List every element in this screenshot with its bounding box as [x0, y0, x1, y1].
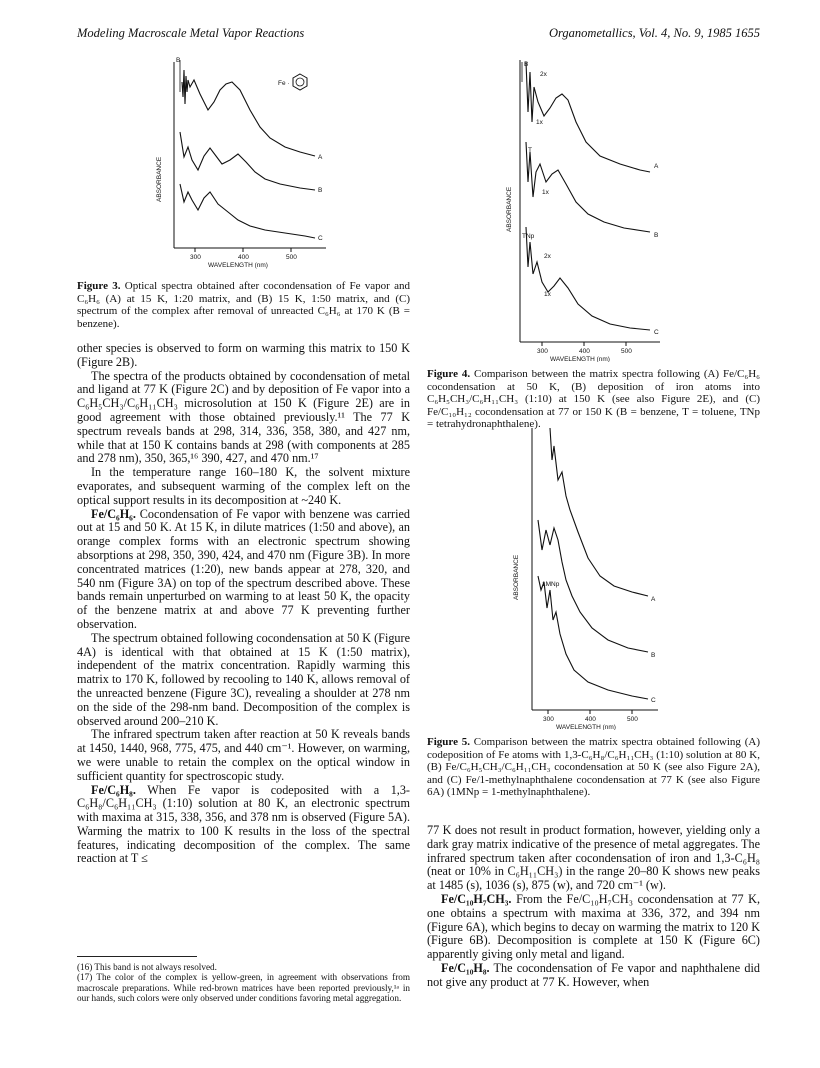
benzene-ring-icon: [293, 74, 307, 90]
figure-3-caption: [77, 280, 410, 330]
figure-5-caption: [427, 736, 760, 799]
paragraph: 77 K does not result in product formation, however, yielding only a dark gray matrix indicative of the presence of metal aggregates. The infrared spectrum taken after cocondensation of iron and 1,3-C₆H₈ (neat or 10% in C₆H₁₁CH₃) in the range 20–80 K shows new peaks at 1485 (s), 1036 (s), 875 (w), and 720 cm⁻¹ (w).: [427, 823, 760, 893]
figure-5-curve-label-c: C: [651, 697, 656, 704]
figure-3-caption-text: Optical spectra obtained after cocondensation of Fe vapor and C₆H₆ (A) at 15 K, 1:20 matrix, and (B) 15 K, 1:50 matrix, and (C) spectrum of the complex after removal of unreacted C₆H₆ at 170 K (B = benzene).: [77, 280, 410, 330]
figure-3-inset-label: Fe ·: [278, 80, 290, 87]
footnote: (16) This band is not always resolved.: [77, 962, 217, 972]
figure-5: [508, 420, 680, 730]
figure-5-curve-label-a: A: [651, 596, 656, 603]
figure-3-curve-label-c: C: [318, 235, 323, 242]
figure-4-curve-c: [526, 227, 650, 330]
figure-5-tick-label: 400: [585, 716, 596, 723]
figure-5-x-label: WAVELENGTH (nm): [556, 724, 616, 730]
figure-3-curve-label-a: A: [318, 154, 323, 161]
figure-4-marker-label: TNp: [522, 233, 535, 240]
paragraph-text: From the Fe/C₁₀H₇CH₃ cocondensation at 77 K, one obtains a spectrum with maxima at 336, 372, and 394 nm (Figure 6A), which begins to decay on warming the matrix to 120 K (Figure 6B). Decomposition is complete at 150 K (Figure 6C) apparently giving only metal and ligand.: [427, 891, 760, 962]
figure-4-marker-label: T: [528, 147, 532, 154]
figure-3-caption-label: Figure 3.: [77, 280, 121, 292]
paragraph: [427, 893, 760, 962]
figure-4-marker-label: 2x: [544, 253, 551, 260]
figure-4-marker-label: 2x: [540, 71, 547, 78]
figure-3-curve-b: [180, 132, 315, 190]
footnote-rule: [77, 956, 197, 957]
figure-4-tick-label: 400: [579, 348, 590, 355]
figure-3: [150, 52, 340, 274]
figure-4-tick-label: 500: [621, 348, 632, 355]
figure-3-x-label: WAVELENGTH (nm): [208, 262, 268, 269]
figure-4: [500, 52, 680, 362]
figure-3-top-label: B: [176, 57, 181, 64]
paragraph-text: Cocondensation of Fe vapor with benzene was carried out at 15 and 50 K. At 15 K, in dilute matrices (1:50 and above), an orange complex forms with an electronic spectrum showing absorptions at 298, 350, 390, 424, and 470 nm (Figure 3B). In more concentrated matrices (1:20), new bands appear at 278, 320, and 540 nm (Figure 3A) on top of the spectrum described above. These bands remain unperturbed on warming to at least 50 K, the opacity of the benzene matrix at and above 77 K preventing further observation.: [77, 506, 410, 631]
figure-5-tick-label: 500: [627, 716, 638, 723]
figure-4-marker-label: 1x: [544, 291, 551, 298]
figure-4-curve-label-b: B: [654, 232, 659, 239]
figure-5-curve-a: [550, 428, 648, 596]
paragraph: The infrared spectrum taken after reaction at 50 K reveals bands at 1450, 1440, 968, 775, 475, and 440 cm⁻¹. However, on warming, we were unable to retain the complex on the optical window in sufficient quantity for spectroscopic study.: [77, 727, 410, 783]
run-in-heading: Fe/C₆H₆.: [91, 506, 136, 521]
figure-3-curve-label-b: B: [318, 187, 323, 194]
figure-3-plot: [150, 52, 340, 274]
figure-3-tick-label: 300: [190, 254, 201, 261]
figure-4-x-label: WAVELENGTH (nm): [550, 356, 610, 362]
figure-5-caption-text: Comparison between the matrix spectra obtained following (A) codeposition of Fe atoms with 1,3-C₆H₈/C₆H₁₁CH₃ (1:10) solution at 80 K, (B) Fe/C₆H₅CH₃/C₆H₁₁CH₃ cocondensation at 50 K (see also Figure 2A), and (C) Fe/1-methylnaphthalene cocondensation at 77 K (see also Figure 6A) (1MNp = 1-methylnaphthalene).: [427, 736, 760, 799]
figure-3-tick-label: 500: [286, 254, 297, 261]
figure-4-curve-b: [526, 142, 650, 232]
figure-4-marker-label: 1x: [536, 119, 543, 126]
figure-5-plot: [508, 420, 680, 730]
footnote: (17) The color of the complex is yellow-green, in agreement with observations from macroscale preparations. While red-brown matrices have been reported previously,¹ᵃ in our hands, such colors were only observed under conditions favoring metal aggregation.: [77, 972, 410, 1004]
figure-3-tick-label: 400: [238, 254, 249, 261]
paragraph-text: The cocondensation of Fe vapor and naphthalene did not give any product at 77 K. However, when: [427, 960, 760, 989]
paragraph: The spectra of the products obtained by cocondensation of metal and ligand at 77 K (Figure 2C) and by deposition of Fe vapor into a C₆H₅CH₃/C₆H₁₁CH₃ microsolution at 150 K (Figure 2E) are in good agreement with those obtained previously.¹¹ The 77 K spectrum reveals bands at 298, 314, 336, 358, 380, and 427 nm, while that at 150 K contains bands at 298 (with components at 285 and 278 nm), 350, 365,¹⁶ 390, 427, and 470 nm.¹⁷: [77, 368, 410, 466]
footnotes: [77, 962, 410, 1004]
paragraph: other species is observed to form on warming this matrix to 150 K (Figure 2B).: [77, 341, 410, 369]
run-in-heading: Fe/C₁₀H₈.: [441, 960, 490, 975]
figure-5-curve-c: [538, 576, 648, 699]
figure-4-curve-label-a: A: [654, 163, 659, 170]
figure-4-marker-label: 1x: [542, 189, 549, 196]
running-header-right: Organometallics, Vol. 4, No. 9, 1985 1655: [549, 26, 760, 40]
paragraph: [427, 962, 760, 990]
right-column: [427, 824, 760, 990]
left-column: [77, 342, 410, 866]
figure-5-tick-label: 300: [543, 716, 554, 723]
figure-5-marker-label: 1MNp: [542, 581, 560, 588]
paragraph: [77, 508, 410, 632]
run-in-heading: Fe/C₆H₈.: [91, 782, 136, 797]
figure-5-curve-label-b: B: [651, 652, 656, 659]
figure-3-y-label: ABSORBANCE: [156, 156, 163, 202]
figure-5-caption-label: Figure 5.: [427, 736, 471, 748]
run-in-heading: Fe/C₁₀H₇CH₃.: [441, 891, 512, 906]
paragraph: [77, 784, 410, 867]
benzene-ring-inner-icon: [296, 78, 304, 86]
figure-4-caption-label: Figure 4.: [427, 368, 471, 380]
paragraph: In the temperature range 160–180 K, the solvent mixture evaporates, and subsequent warming of the complex left on the optical support results in its decomposition at ~240 K.: [77, 465, 410, 507]
figure-3-curve-a: [182, 70, 315, 156]
running-header-left: Modeling Macroscale Metal Vapor Reactions: [77, 26, 305, 40]
figure-4-y-label: ABSORBANCE: [506, 186, 513, 232]
figure-4-marker-label: B: [524, 61, 529, 68]
paragraph-text: When Fe vapor is codeposited with a 1,3-C₆H₈/C₆H₁₁CH₃ (1:10) solution at 80 K, an electronic spectrum with maxima at 315, 338, 356, and 378 nm is observed (Figure 5A). Warming the matrix to 100 K results in the loss of the spectral features, indicating decomposition of the complex. The same reaction at T ≤: [77, 782, 410, 866]
figure-4-plot: [500, 52, 680, 362]
figure-4-tick-label: 300: [537, 348, 548, 355]
figure-4-curve-label-c: C: [654, 329, 659, 336]
figure-3-curve-c: [180, 184, 315, 238]
figure-4-caption-text: Comparison between the matrix spectra following (A) Fe/C₆H₆ cocondensation at 50 K, (B) deposition of iron atoms into C₆H₅CH₃/C₆H₁₁CH₃ (1:10) at 150 K (see also Figure 2E), and (C) Fe/C₁₀H₁₂ cocondensation at 77 or 150 K (B = benzene, T = toluene, TNp = tetrahydronaphthalene).: [427, 368, 760, 431]
paragraph: The spectrum obtained following cocondensation at 50 K (Figure 4A) is identical with that obtained at 15 K (1:50 matrix), independent of the matrix concentration. Rapidly warming this matrix to 170 K, followed by recooling to 140 K, allows removal of the unreacted benzene (Figure 3C), revealing a shoulder at 278 nm on the side of the 298-nm band. Decomposition of the complex is observed around 200–210 K.: [77, 630, 410, 728]
figure-5-y-label: ABSORBANCE: [513, 554, 520, 600]
figure-4-curve-a: [526, 62, 650, 172]
